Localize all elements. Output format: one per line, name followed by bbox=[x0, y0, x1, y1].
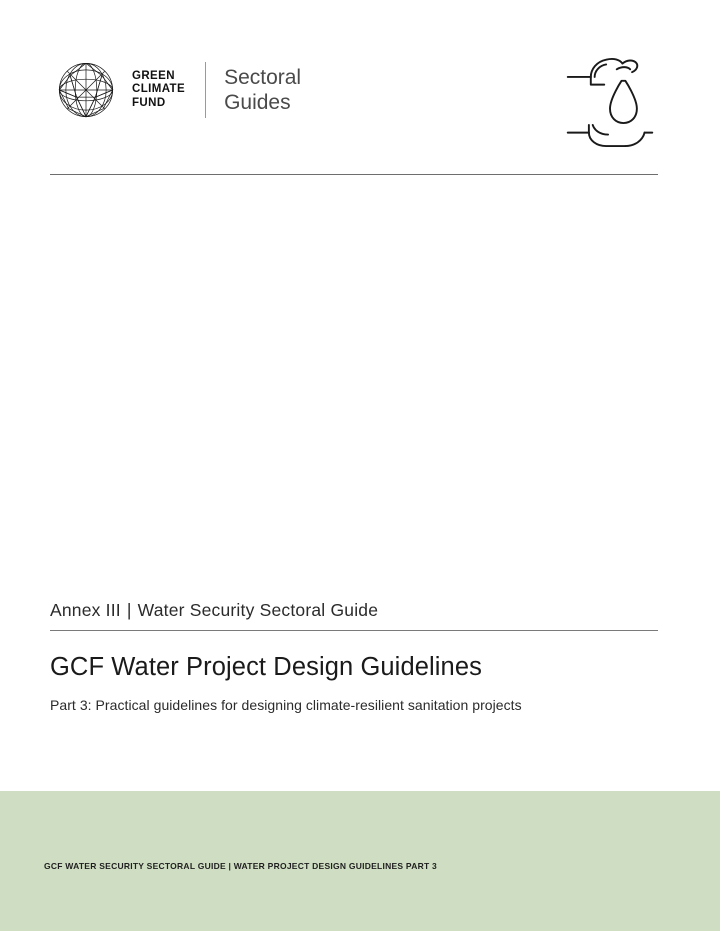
gcf-wordmark-line-1: GREEN bbox=[132, 69, 175, 82]
page-subtitle: Part 3: Practical guidelines for designing climate-resilient sanitation projects bbox=[50, 697, 522, 713]
annex-label: Annex III bbox=[50, 600, 121, 620]
hand-water-drop-icon bbox=[562, 48, 658, 152]
gcf-wordmark-line-2: CLIMATE bbox=[132, 83, 186, 96]
title-block bbox=[50, 600, 658, 713]
annex-guide-name: Water Security Sectoral Guide bbox=[137, 600, 379, 620]
series-title-line-2: Guides bbox=[224, 91, 291, 114]
series-title bbox=[224, 65, 301, 115]
footer-text: GCF WATER SECURITY SECTORAL GUIDE | WATER PROJECT DESIGN GUIDELINES PART 3 bbox=[44, 861, 438, 871]
gcf-wordmark-line-3: FUND bbox=[132, 96, 166, 109]
title-divider bbox=[50, 630, 658, 631]
series-title-line-1: Sectoral bbox=[224, 66, 302, 89]
gcf-geodesic-globe-icon bbox=[50, 54, 122, 126]
footer-band bbox=[0, 791, 720, 931]
annex-line bbox=[50, 600, 658, 630]
header-divider bbox=[50, 174, 658, 175]
page-title: GCF Water Project Design Guidelines bbox=[50, 653, 482, 681]
gcf-wordmark bbox=[132, 70, 185, 111]
document-header bbox=[50, 48, 658, 158]
annex-separator: | bbox=[126, 600, 132, 620]
logo-divider bbox=[205, 62, 206, 118]
gcf-logo bbox=[50, 54, 301, 126]
